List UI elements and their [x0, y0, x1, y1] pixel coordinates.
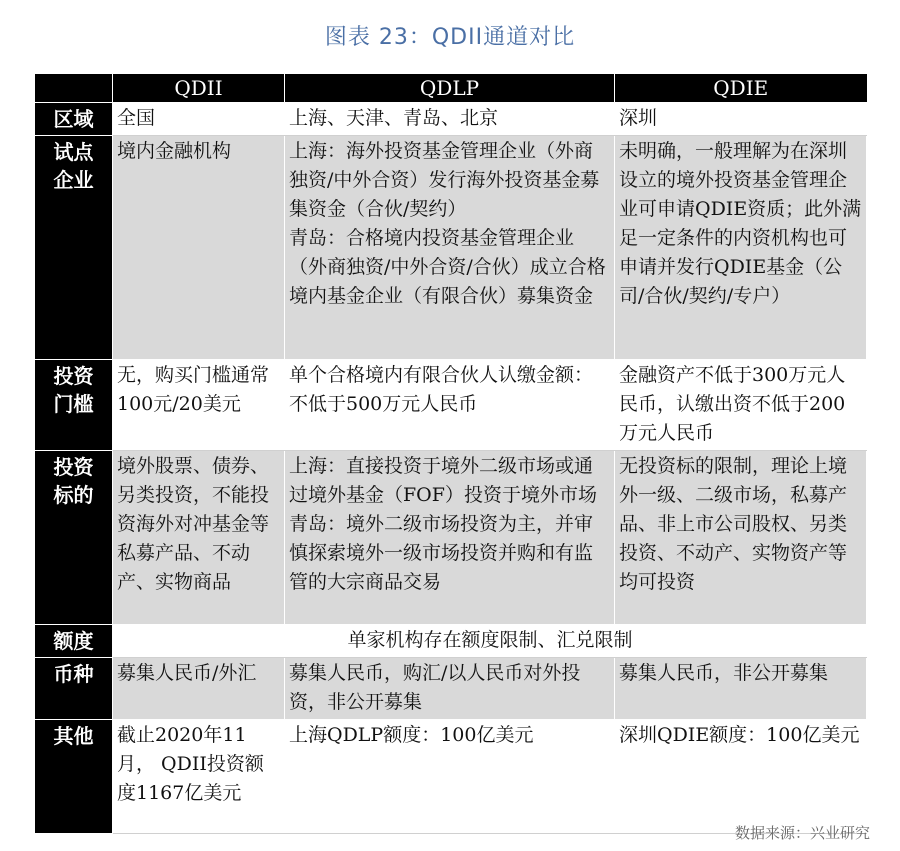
cell-qdlp-line: 单个合格境内有限合伙人认缴金额：不低于500万元人民币	[289, 364, 594, 415]
row-label-text: 投资标的	[53, 455, 94, 507]
row-label: 其他	[35, 720, 113, 834]
cell-qdii: 截止2020年11月， QDII投资额度1167亿美元	[113, 720, 285, 834]
cell-qdlp-line: 青岛：合格境内投资基金管理企业（外商独资/中外合资/合伙）成立合格境内基金企业（有限合伙）募集资金	[289, 227, 606, 307]
cell-qdlp	[285, 103, 615, 136]
row-label: 额度	[35, 625, 113, 658]
row-threshold	[35, 360, 867, 451]
row-label-text: 试点企业	[53, 140, 94, 192]
cell-qdlp	[285, 360, 615, 451]
cell-qdii: 境内金融机构	[113, 136, 285, 360]
qdii-comparison-table	[34, 74, 867, 834]
header-corner	[35, 74, 113, 103]
cell-qdlp-line: 青岛：境外二级市场投资为主，并审慎探索境外一级市场投资并购和有监管的大宗商品交易	[289, 513, 594, 593]
cell-qdie: 募集人民币，非公开募集	[615, 658, 867, 720]
row-targets	[35, 451, 867, 625]
cell-qdlp	[285, 451, 615, 625]
row-label	[35, 451, 113, 625]
cell-qdlp-line: 上海、天津、青岛、北京	[289, 107, 499, 129]
row-pilot-firms	[35, 136, 867, 360]
table-header-row	[35, 74, 867, 103]
header-qdlp: QDLP	[285, 74, 615, 103]
cell-qdie: 无投资标的限制，理论上境外一级、二级市场，私募产品、非上市公司股权、另类投资、不动产、实物资产等均可投资	[615, 451, 867, 625]
cell-quota-span: 单家机构存在额度限制、汇兑限制	[113, 625, 867, 658]
cell-qdlp-line: 上海：海外投资基金管理企业（外商独资/中外合资）发行海外投资基金募集资金（合伙/契约）	[289, 140, 600, 220]
row-label	[35, 136, 113, 360]
cell-qdlp-line: 上海QDLP额度：100亿美元	[289, 724, 534, 746]
cell-qdie: 深圳QDIE额度：100亿美元	[615, 720, 867, 834]
row-region	[35, 103, 867, 136]
row-label: 区域	[35, 103, 113, 136]
cell-qdlp	[285, 720, 615, 834]
row-quota	[35, 625, 867, 658]
cell-qdlp-line: 上海：直接投资于境外二级市场或通过境外基金（FOF）投资于境外市场	[289, 455, 597, 506]
cell-qdie: 未明确，一般理解为在深圳设立的境外投资基金管理企业可申请QDIE资质；此外满足一定条件的内资机构也可申请并发行QDIE基金（公司/合伙/契约/专户）	[615, 136, 867, 360]
figure-title: 图表 23：QDII通道对比	[324, 25, 576, 50]
cell-qdii: 境外股票、债券、另类投资，不能投资海外对冲基金等私募产品、不动产、实物商品	[113, 451, 285, 625]
cell-qdlp-line: 募集人民币，购汇/以人民币对外投资，非公开募集	[289, 662, 581, 713]
row-label	[35, 360, 113, 451]
row-other	[35, 720, 867, 834]
row-label: 币种	[35, 658, 113, 720]
header-qdii: QDII	[113, 74, 285, 103]
cell-qdii: 无，购买门槛通常100元/20美元	[113, 360, 285, 451]
cell-qdlp	[285, 136, 615, 360]
row-currency	[35, 658, 867, 720]
cell-qdie: 深圳	[615, 103, 867, 136]
header-qdie: QDIE	[615, 74, 867, 103]
cell-qdii: 全国	[113, 103, 285, 136]
row-label-text: 投资门槛	[53, 364, 94, 416]
cell-qdie: 金融资产不低于300万元人民币，认缴出资不低于200万元人民币	[615, 360, 867, 451]
data-source: 数据来源：兴业研究	[734, 824, 870, 842]
cell-qdii: 募集人民币/外汇	[113, 658, 285, 720]
cell-qdlp	[285, 658, 615, 720]
